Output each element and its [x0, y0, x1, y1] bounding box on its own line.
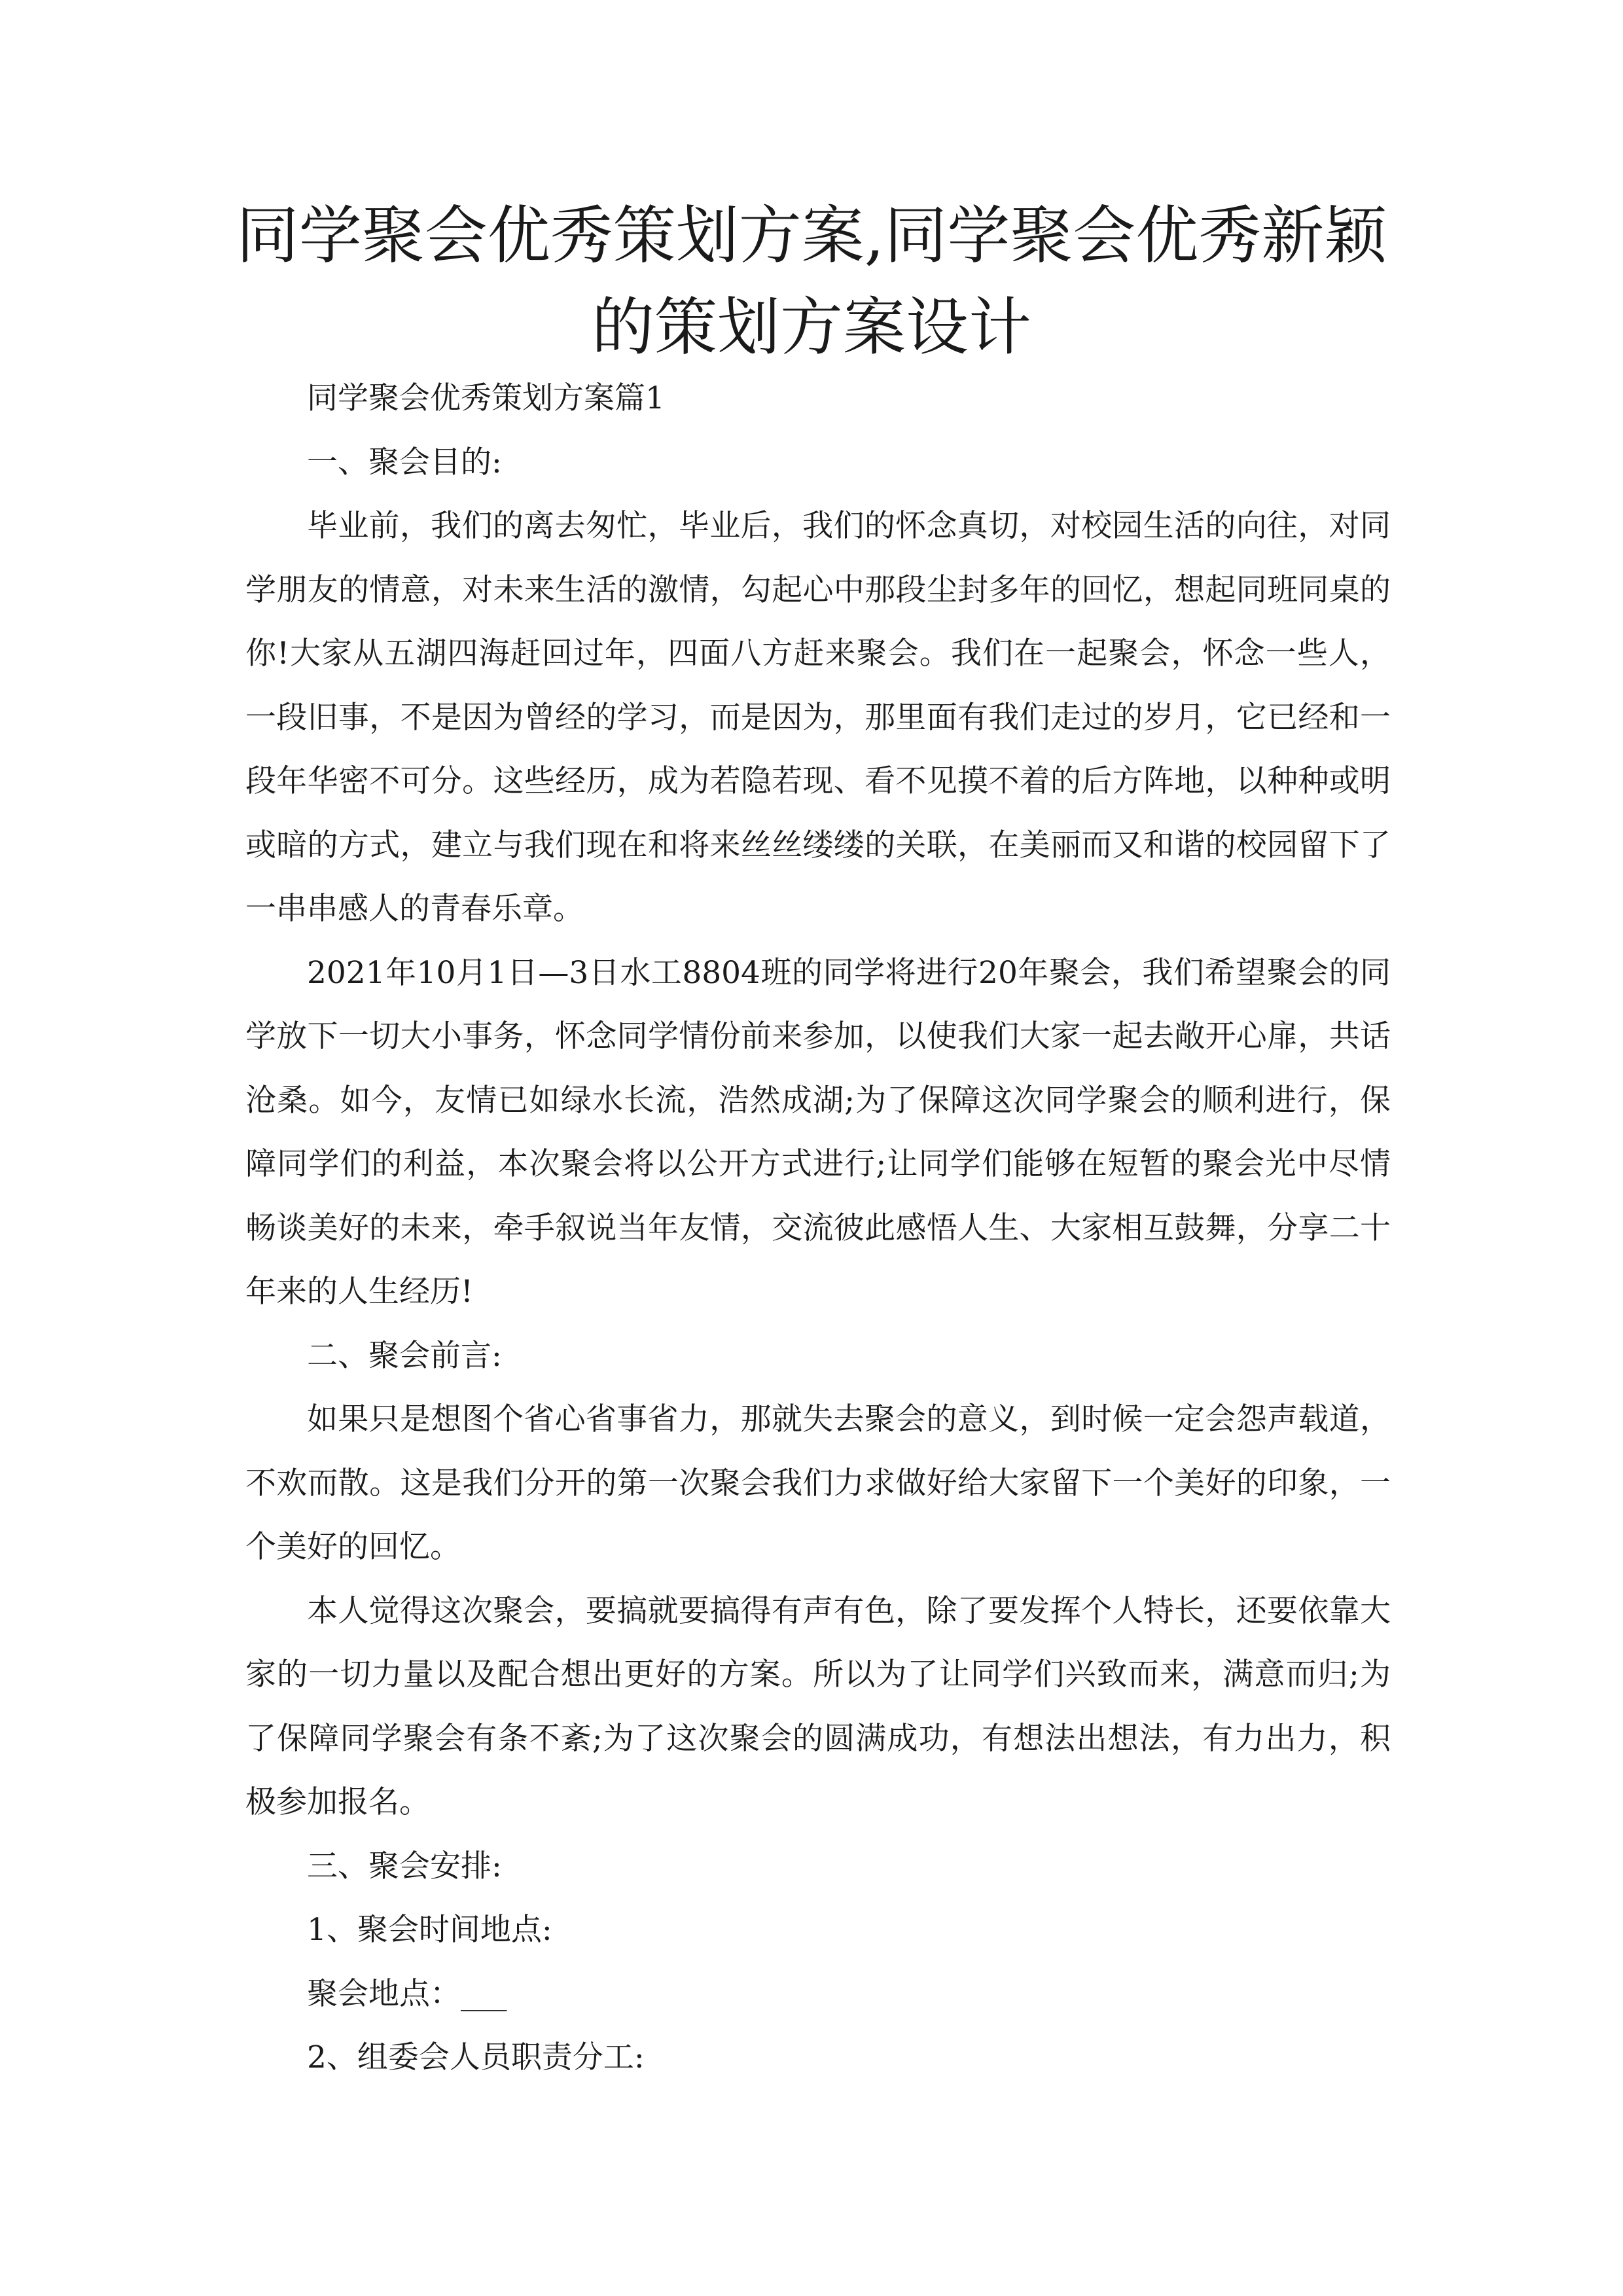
- paragraph-reunion-date: 2021年10月1日—3日水工8804班的同学将进行20年聚会，我们希望聚会的同学放下一切大小事务，怀念同学情份前来参加，以使我们大家一起去敞开心扉，共话沧桑。如今，友情已如绿水长流，浩然成湖;为了保障这次同学聚会的顺利进行，保障同学们的利益，本次聚会将以公开方式进行;让同学们能够在短暂的聚会光中尽情畅谈美好的未来，牵手叙说当年友情，交流彼此感悟人生、大家相互鼓舞，分享二十年来的人生经历!: [245, 954, 1391, 1310]
- paragraph-purpose-body: 毕业前，我们的离去匆忙，毕业后，我们的怀念真切，对校园生活的向往，对同学朋友的情意，对未来生活的激情，勾起心中那段尘封多年的回忆，想起同班同桌的你!大家从五湖四海赶回过年，四面八方赶来聚会。我们在一起聚会，怀念一些人，一段旧事，不是因为曾经的学习，而是因为，那里面有我们走过的岁月，它已经和一段年华密不可分。这些经历，成为若隐若现、看不见摸不着的后方阵地，以种种或明或暗的方式，建立与我们现在和将来丝丝缕缕的关联，在美丽而又和谐的校园留下了一串串感人的青春乐章。: [245, 508, 1391, 927]
- section-heading-part1: 同学聚会优秀策划方案篇1: [307, 380, 665, 416]
- document-title: 同学聚会优秀策划方案,同学聚会优秀新颖的策划方案设计: [236, 199, 1387, 364]
- paragraph-preface-body: 如果只是想图个省心省事省力，那就失去聚会的意义，到时候一定会怨声载道，不欢而散。这是我们分开的第一次聚会我们力求做好给大家留下一个美好的印象，一个美好的回忆。: [245, 1401, 1391, 1565]
- heading-purpose: 一、聚会目的:: [307, 444, 502, 480]
- line-venue: 聚会地点：___: [307, 1975, 507, 2012]
- paragraph-opinion: 本人觉得这次聚会，要搞就要搞得有声有色，除了要发挥个人特长，还要依靠大家的一切力量以及配合想出更好的方案。所以为了让同学们兴致而来，满意而归;为了保障同学聚会有条不紊;为了这次聚会的圆满成功，有想法出想法，有力出力，积极参加报名。: [245, 1592, 1391, 1820]
- subheading-committee: 2、组委会人员职责分工:: [307, 2039, 645, 2075]
- heading-arrangement: 三、聚会安排:: [307, 1848, 502, 1884]
- heading-preface: 二、聚会前言:: [307, 1337, 502, 1374]
- subheading-time-place: 1、聚会时间地点:: [307, 1912, 552, 1948]
- document-body: [245, 367, 1391, 2090]
